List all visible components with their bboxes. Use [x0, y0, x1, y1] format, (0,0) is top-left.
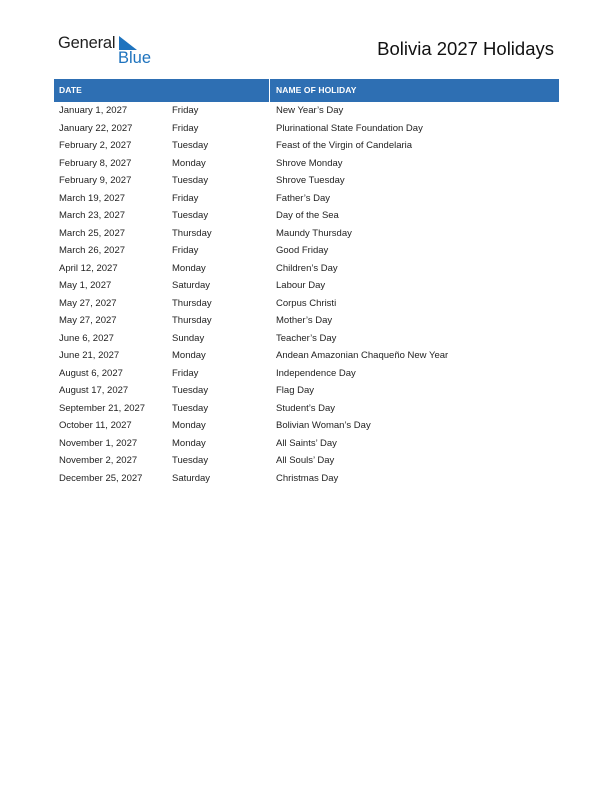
table-row [54, 435, 559, 453]
holiday-name: Maundy Thursday [276, 227, 352, 239]
holiday-weekday: Thursday [172, 227, 212, 239]
holiday-name: Mother’s Day [276, 315, 333, 326]
holiday-date: March 26, 2027 [59, 245, 126, 256]
holiday-name: Plurinational State Foundation Day [276, 122, 423, 134]
holiday-date: February 8, 2027 [59, 157, 132, 169]
holiday-name: Christmas Day [276, 472, 339, 484]
holiday-name: All Saints’ Day [276, 437, 337, 449]
holiday-date: May 27, 2027 [59, 315, 117, 326]
holiday-name: Father’s Day [276, 192, 331, 204]
holiday-weekday: Tuesday [172, 175, 209, 186]
holiday-weekday: Saturday [172, 280, 211, 291]
holiday-weekday: Sunday [172, 332, 205, 344]
table-row [54, 172, 559, 190]
table-row [54, 190, 559, 208]
header-divider [269, 79, 270, 102]
holiday-weekday: Monday [172, 157, 206, 169]
holiday-weekday: Thursday [172, 297, 212, 309]
holiday-name: Children’s Day [276, 262, 338, 274]
holiday-weekday: Friday [172, 192, 199, 204]
holiday-name: Independence Day [276, 367, 356, 379]
holiday-date: May 27, 2027 [59, 297, 117, 309]
table-row [54, 470, 559, 488]
holiday-date: June 6, 2027 [59, 332, 114, 344]
holiday-weekday: Thursday [172, 315, 212, 326]
logo-text-general: General [58, 34, 116, 52]
holiday-weekday: Monday [172, 437, 206, 449]
holiday-weekday: Friday [172, 367, 199, 379]
holiday-date: November 1, 2027 [59, 437, 138, 449]
holiday-weekday: Friday [172, 245, 199, 256]
holiday-weekday: Saturday [172, 472, 211, 484]
holiday-date: January 22, 2027 [59, 122, 133, 134]
holiday-date: August 6, 2027 [59, 367, 123, 379]
holiday-weekday: Monday [172, 350, 206, 361]
holiday-name: Feast of the Virgin of Candelaria [276, 140, 413, 151]
holiday-weekday: Tuesday [172, 455, 209, 466]
table-header [54, 79, 559, 102]
holiday-table-body [54, 102, 559, 487]
table-row [54, 155, 559, 173]
table-row [54, 382, 559, 400]
holiday-weekday: Friday [172, 122, 199, 134]
logo-text-blue: Blue [118, 49, 152, 67]
holiday-weekday: Tuesday [172, 210, 209, 221]
logo-triangle-icon [119, 36, 137, 50]
holiday-weekday: Monday [172, 420, 206, 431]
holiday-name: Andean Amazonian Chaqueño New Year [276, 350, 449, 361]
table-row [54, 312, 559, 330]
table-row [54, 137, 559, 155]
table-row [54, 295, 559, 313]
column-header-date: DATE [59, 85, 82, 95]
holiday-name: All Souls’ Day [276, 455, 335, 466]
holiday-date: November 2, 2027 [59, 455, 138, 466]
holiday-name: Shrove Monday [276, 157, 343, 169]
table-row [54, 452, 559, 470]
holiday-date: March 23, 2027 [59, 210, 126, 221]
holiday-date: January 1, 2027 [59, 105, 128, 116]
table-row [54, 400, 559, 418]
column-header-holiday-name: NAME OF HOLIDAY [276, 85, 357, 95]
holiday-weekday: Tuesday [172, 402, 209, 414]
holiday-weekday: Monday [172, 262, 206, 274]
table-row [54, 120, 559, 138]
holiday-name: Good Friday [276, 245, 329, 256]
holiday-weekday: Tuesday [172, 385, 209, 396]
holiday-weekday: Friday [172, 105, 199, 116]
table-row [54, 330, 559, 348]
holiday-date: March 25, 2027 [59, 227, 126, 239]
table-row [54, 417, 559, 435]
table-row [54, 242, 559, 260]
holiday-name: Corpus Christi [276, 297, 337, 309]
generalblue-logo [58, 34, 152, 68]
holiday-name: Flag Day [276, 385, 315, 396]
holiday-date: October 11, 2027 [59, 420, 132, 431]
holiday-date: February 2, 2027 [59, 140, 132, 151]
holiday-date: February 9, 2027 [59, 175, 132, 186]
holiday-date: June 21, 2027 [59, 350, 120, 361]
holiday-date: September 21, 2027 [59, 402, 146, 414]
holiday-date: December 25, 2027 [59, 472, 143, 484]
holiday-date: April 12, 2027 [59, 262, 118, 274]
holiday-name: Bolivian Woman’s Day [276, 420, 371, 431]
holiday-date: March 19, 2027 [59, 192, 126, 204]
table-row [54, 365, 559, 383]
table-row [54, 260, 559, 278]
holiday-name: Labour Day [276, 280, 326, 291]
holiday-weekday: Tuesday [172, 140, 209, 151]
holiday-name: Shrove Tuesday [276, 175, 345, 186]
table-row [54, 207, 559, 225]
holiday-date: May 1, 2027 [59, 280, 112, 291]
holiday-name: Teacher’s Day [276, 332, 337, 344]
holiday-name: Student’s Day [276, 402, 335, 414]
table-row [54, 277, 559, 295]
table-row [54, 225, 559, 243]
table-row [54, 347, 559, 365]
page-title: Bolivia 2027 Holidays [377, 38, 554, 59]
holiday-date: August 17, 2027 [59, 385, 129, 396]
holiday-name: New Year’s Day [276, 105, 344, 116]
holiday-name: Day of the Sea [276, 210, 339, 221]
table-row [54, 102, 559, 120]
